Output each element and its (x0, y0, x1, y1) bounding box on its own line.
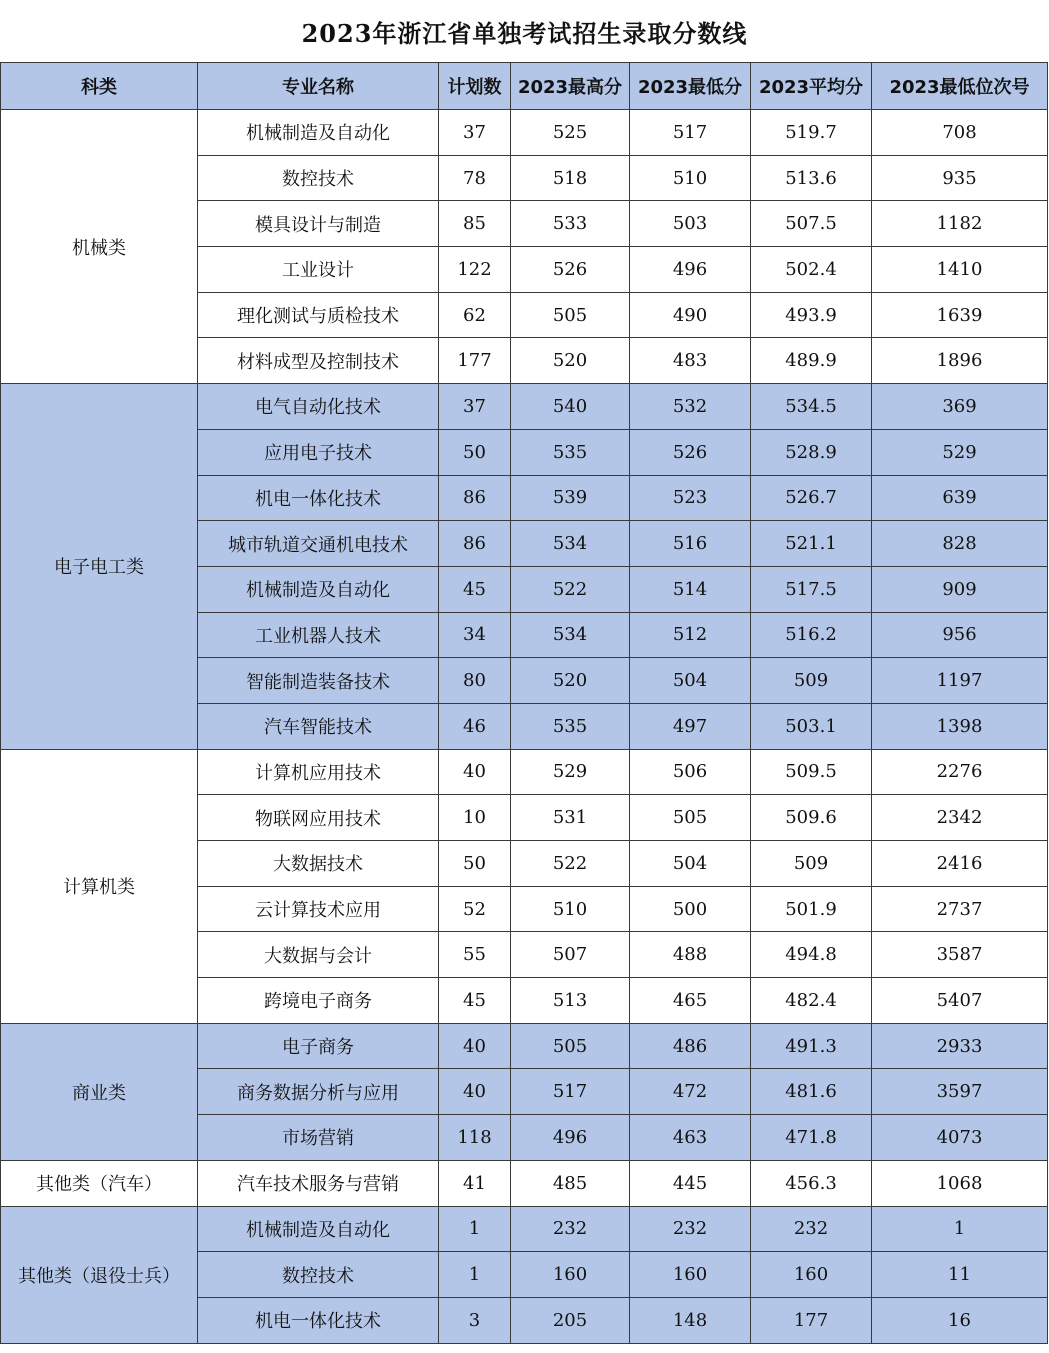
plan-count-cell: 40 (439, 1023, 511, 1069)
header-min-score: 2023最低分 (630, 63, 751, 110)
min-rank-cell: 369 (872, 384, 1048, 430)
min-score-cell: 516 (630, 521, 751, 567)
min-rank-cell: 1197 (872, 658, 1048, 704)
table-row (1, 749, 1048, 795)
min-rank-cell: 2416 (872, 841, 1048, 887)
avg-score-cell: 232 (751, 1206, 872, 1252)
max-score-cell: 529 (511, 749, 630, 795)
plan-count-cell: 1 (439, 1206, 511, 1252)
avg-score-cell: 509 (751, 841, 872, 887)
plan-count-cell: 52 (439, 886, 511, 932)
category-cell: 机械类 (1, 110, 198, 384)
min-score-cell: 504 (630, 841, 751, 887)
max-score-cell: 160 (511, 1252, 630, 1298)
max-score-cell: 522 (511, 566, 630, 612)
min-rank-cell: 956 (872, 612, 1048, 658)
plan-count-cell: 40 (439, 1069, 511, 1115)
min-rank-cell: 1639 (872, 292, 1048, 338)
page-title: 2023年浙江省单独考试招生录取分数线 (301, 18, 748, 48)
max-score-cell: 517 (511, 1069, 630, 1115)
max-score-cell: 507 (511, 932, 630, 978)
max-score-cell: 505 (511, 1023, 630, 1069)
major-name-cell: 城市轨道交通机电技术 (198, 521, 439, 567)
min-rank-cell: 1 (872, 1206, 1048, 1252)
table-row (1, 1206, 1048, 1252)
plan-count-cell: 78 (439, 155, 511, 201)
category-cell: 计算机类 (1, 749, 198, 1023)
major-name-cell: 工业设计 (198, 247, 439, 293)
admission-score-table (0, 62, 1048, 1344)
max-score-cell: 531 (511, 795, 630, 841)
avg-score-cell: 509.5 (751, 749, 872, 795)
plan-count-cell: 10 (439, 795, 511, 841)
plan-count-cell: 37 (439, 110, 511, 156)
max-score-cell: 505 (511, 292, 630, 338)
plan-count-cell: 80 (439, 658, 511, 704)
plan-count-cell: 34 (439, 612, 511, 658)
avg-score-cell: 507.5 (751, 201, 872, 247)
plan-count-cell: 118 (439, 1115, 511, 1161)
max-score-cell: 232 (511, 1206, 630, 1252)
avg-score-cell: 491.3 (751, 1023, 872, 1069)
max-score-cell: 520 (511, 338, 630, 384)
min-score-cell: 503 (630, 201, 751, 247)
min-score-cell: 517 (630, 110, 751, 156)
min-rank-cell: 1068 (872, 1160, 1048, 1206)
plan-count-cell: 46 (439, 703, 511, 749)
avg-score-cell: 501.9 (751, 886, 872, 932)
table-row (1, 384, 1048, 430)
table-row (1, 1023, 1048, 1069)
min-score-cell: 148 (630, 1297, 751, 1343)
max-score-cell: 535 (511, 429, 630, 475)
table-row (1, 1160, 1048, 1206)
plan-count-cell: 40 (439, 749, 511, 795)
avg-score-cell: 456.3 (751, 1160, 872, 1206)
plan-count-cell: 3 (439, 1297, 511, 1343)
min-score-cell: 483 (630, 338, 751, 384)
avg-score-cell: 489.9 (751, 338, 872, 384)
avg-score-cell: 521.1 (751, 521, 872, 567)
min-score-cell: 445 (630, 1160, 751, 1206)
header-row (1, 63, 1048, 110)
max-score-cell: 534 (511, 521, 630, 567)
avg-score-cell: 503.1 (751, 703, 872, 749)
major-name-cell: 电气自动化技术 (198, 384, 439, 430)
avg-score-cell: 509.6 (751, 795, 872, 841)
major-name-cell: 计算机应用技术 (198, 749, 439, 795)
plan-count-cell: 37 (439, 384, 511, 430)
avg-score-cell: 528.9 (751, 429, 872, 475)
avg-score-cell: 513.6 (751, 155, 872, 201)
header-max-score: 2023最高分 (511, 63, 630, 110)
category-cell: 电子电工类 (1, 384, 198, 750)
avg-score-cell: 160 (751, 1252, 872, 1298)
avg-score-cell: 519.7 (751, 110, 872, 156)
min-rank-cell: 935 (872, 155, 1048, 201)
min-score-cell: 512 (630, 612, 751, 658)
major-name-cell: 理化测试与质检技术 (198, 292, 439, 338)
table-body (1, 110, 1048, 1344)
category-cell: 其他类（退役士兵） (1, 1206, 198, 1343)
major-name-cell: 汽车智能技术 (198, 703, 439, 749)
min-score-cell: 496 (630, 247, 751, 293)
header-category: 科类 (1, 63, 198, 110)
min-rank-cell: 1896 (872, 338, 1048, 384)
min-rank-cell: 4073 (872, 1115, 1048, 1161)
min-score-cell: 532 (630, 384, 751, 430)
min-score-cell: 526 (630, 429, 751, 475)
category-cell: 商业类 (1, 1023, 198, 1160)
major-name-cell: 商务数据分析与应用 (198, 1069, 439, 1115)
plan-count-cell: 1 (439, 1252, 511, 1298)
avg-score-cell: 516.2 (751, 612, 872, 658)
header-avg-score: 2023平均分 (751, 63, 872, 110)
plan-count-cell: 177 (439, 338, 511, 384)
major-name-cell: 应用电子技术 (198, 429, 439, 475)
min-score-cell: 510 (630, 155, 751, 201)
min-score-cell: 523 (630, 475, 751, 521)
min-score-cell: 488 (630, 932, 751, 978)
avg-score-cell: 494.8 (751, 932, 872, 978)
avg-score-cell: 482.4 (751, 978, 872, 1024)
avg-score-cell: 534.5 (751, 384, 872, 430)
min-rank-cell: 2276 (872, 749, 1048, 795)
min-score-cell: 514 (630, 566, 751, 612)
max-score-cell: 533 (511, 201, 630, 247)
major-name-cell: 大数据技术 (198, 841, 439, 887)
major-name-cell: 机械制造及自动化 (198, 566, 439, 612)
max-score-cell: 535 (511, 703, 630, 749)
max-score-cell: 526 (511, 247, 630, 293)
header-min-rank: 2023最低位次号 (872, 63, 1048, 110)
min-score-cell: 160 (630, 1252, 751, 1298)
min-rank-cell: 529 (872, 429, 1048, 475)
avg-score-cell: 526.7 (751, 475, 872, 521)
max-score-cell: 485 (511, 1160, 630, 1206)
max-score-cell: 518 (511, 155, 630, 201)
max-score-cell: 520 (511, 658, 630, 704)
major-name-cell: 智能制造装备技术 (198, 658, 439, 704)
avg-score-cell: 502.4 (751, 247, 872, 293)
max-score-cell: 496 (511, 1115, 630, 1161)
major-name-cell: 机电一体化技术 (198, 475, 439, 521)
major-name-cell: 机械制造及自动化 (198, 110, 439, 156)
major-name-cell: 汽车技术服务与营销 (198, 1160, 439, 1206)
min-rank-cell: 5407 (872, 978, 1048, 1024)
plan-count-cell: 85 (439, 201, 511, 247)
category-cell: 其他类（汽车） (1, 1160, 198, 1206)
min-rank-cell: 708 (872, 110, 1048, 156)
header-plan-count: 计划数 (439, 63, 511, 110)
min-score-cell: 505 (630, 795, 751, 841)
min-score-cell: 486 (630, 1023, 751, 1069)
max-score-cell: 510 (511, 886, 630, 932)
major-name-cell: 机电一体化技术 (198, 1297, 439, 1343)
avg-score-cell: 471.8 (751, 1115, 872, 1161)
min-rank-cell: 909 (872, 566, 1048, 612)
min-rank-cell: 1410 (872, 247, 1048, 293)
plan-count-cell: 86 (439, 521, 511, 567)
major-name-cell: 云计算技术应用 (198, 886, 439, 932)
plan-count-cell: 86 (439, 475, 511, 521)
avg-score-cell: 509 (751, 658, 872, 704)
min-score-cell: 463 (630, 1115, 751, 1161)
max-score-cell: 522 (511, 841, 630, 887)
major-name-cell: 电子商务 (198, 1023, 439, 1069)
min-score-cell: 232 (630, 1206, 751, 1252)
plan-count-cell: 55 (439, 932, 511, 978)
avg-score-cell: 481.6 (751, 1069, 872, 1115)
major-name-cell: 工业机器人技术 (198, 612, 439, 658)
min-score-cell: 506 (630, 749, 751, 795)
plan-count-cell: 41 (439, 1160, 511, 1206)
plan-count-cell: 62 (439, 292, 511, 338)
min-rank-cell: 3597 (872, 1069, 1048, 1115)
avg-score-cell: 493.9 (751, 292, 872, 338)
plan-count-cell: 45 (439, 978, 511, 1024)
major-name-cell: 材料成型及控制技术 (198, 338, 439, 384)
min-score-cell: 500 (630, 886, 751, 932)
avg-score-cell: 177 (751, 1297, 872, 1343)
min-score-cell: 472 (630, 1069, 751, 1115)
min-rank-cell: 2933 (872, 1023, 1048, 1069)
table-row (1, 110, 1048, 156)
major-name-cell: 物联网应用技术 (198, 795, 439, 841)
major-name-cell: 跨境电子商务 (198, 978, 439, 1024)
plan-count-cell: 122 (439, 247, 511, 293)
plan-count-cell: 50 (439, 841, 511, 887)
min-score-cell: 465 (630, 978, 751, 1024)
major-name-cell: 数控技术 (198, 155, 439, 201)
min-rank-cell: 2342 (872, 795, 1048, 841)
major-name-cell: 市场营销 (198, 1115, 439, 1161)
min-rank-cell: 828 (872, 521, 1048, 567)
min-score-cell: 497 (630, 703, 751, 749)
max-score-cell: 534 (511, 612, 630, 658)
min-rank-cell: 3587 (872, 932, 1048, 978)
min-score-cell: 504 (630, 658, 751, 704)
min-rank-cell: 1182 (872, 201, 1048, 247)
plan-count-cell: 45 (439, 566, 511, 612)
max-score-cell: 539 (511, 475, 630, 521)
max-score-cell: 525 (511, 110, 630, 156)
max-score-cell: 513 (511, 978, 630, 1024)
min-rank-cell: 2737 (872, 886, 1048, 932)
major-name-cell: 数控技术 (198, 1252, 439, 1298)
plan-count-cell: 50 (439, 429, 511, 475)
min-rank-cell: 16 (872, 1297, 1048, 1343)
min-rank-cell: 639 (872, 475, 1048, 521)
major-name-cell: 模具设计与制造 (198, 201, 439, 247)
header-major: 专业名称 (198, 63, 439, 110)
min-rank-cell: 1398 (872, 703, 1048, 749)
min-score-cell: 490 (630, 292, 751, 338)
avg-score-cell: 517.5 (751, 566, 872, 612)
major-name-cell: 机械制造及自动化 (198, 1206, 439, 1252)
min-rank-cell: 11 (872, 1252, 1048, 1298)
major-name-cell: 大数据与会计 (198, 932, 439, 978)
max-score-cell: 205 (511, 1297, 630, 1343)
max-score-cell: 540 (511, 384, 630, 430)
